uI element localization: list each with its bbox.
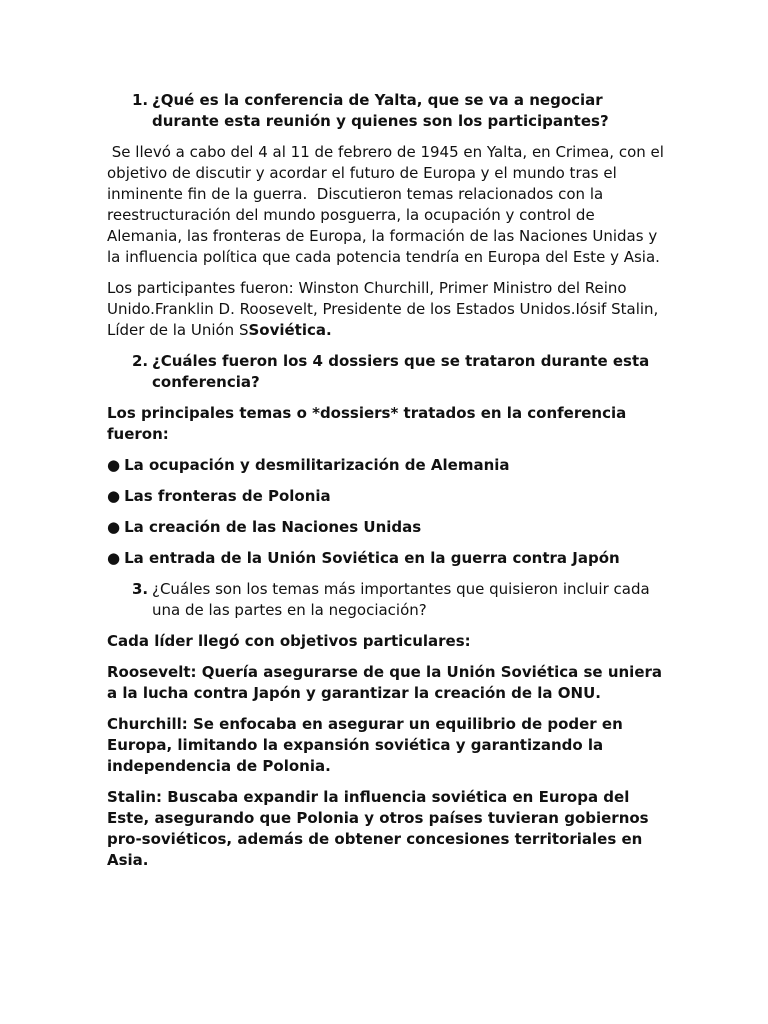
question-text: ¿Cuáles fueron los 4 dossiers que se trataron durante esta conferencia? [152,352,650,391]
bullet-text: La ocupación y desmilitarización de Alemania [124,456,510,474]
question-text: ¿Qué es la conferencia de Yalta, que se va a negociar durante esta reunión y quienes son los participantes? [152,91,609,130]
document-content [107,90,667,881]
question-number: 3. [132,580,149,598]
bullet-item [107,455,667,476]
bullet-icon: ● [107,487,121,505]
bullet-icon: ● [107,518,121,536]
question-2 [107,351,667,393]
bullet-text: Las fronteras de Polonia [124,487,331,505]
stalin-paragraph: Stalin: Buscaba expandir la influencia soviética en Europa del Este, asegurando que Polonia y otros países tuvieran gobiernos pro-soviéticos, además de obtener concesiones territoriales en Asia. [107,788,649,869]
bullet-icon: ● [107,456,121,474]
bullet-icon: ● [107,549,121,567]
participants-bold-text: Soviética. [248,321,332,339]
bullet-item [107,486,667,507]
question-number: 2. [132,352,149,370]
bullet-text: La creación de las Naciones Unidas [124,518,422,536]
roosevelt-paragraph: Roosevelt: Quería asegurarse de que la Unión Soviética se uniera a la lucha contra Japón y garantizar la creación de la ONU. [107,663,663,702]
objectives-intro: Cada líder llegó con objetivos particulares: [107,632,471,650]
churchill-paragraph: Churchill: Se enfocaba en asegurar un equilibrio de poder en Europa, limitando la expansión soviética y garantizando la independencia de Polonia. [107,715,623,775]
bullet-text: La entrada de la Unión Soviética en la guerra contra Japón [124,549,620,567]
bullet-item [107,548,667,569]
bullet-item [107,517,667,538]
question-1 [107,90,667,132]
answer-1-paragraph: Se llevó a cabo del 4 al 11 de febrero de 1945 en Yalta, en Crimea, con el objetivo de discutir y acordar el futuro de Europa y el mundo tras el inminente fin de la guerra. Discutieron temas relacionados con la reestructuración del mundo posguerra, la ocupación y control de Alemania, las fronteras de Europa, la formación de las Naciones Unidas y la influencia política que cada potencia tendría en Europa del Este y Asia. [107,143,669,266]
dossiers-intro: Los principales temas o *dossiers* tratados en la conferencia fueron: [107,404,627,443]
question-number: 1. [132,91,149,109]
question-text: ¿Cuáles son los temas más importantes que quisieron incluir cada una de las partes en la negociación? [152,580,650,619]
question-3 [107,579,667,621]
participants-text: Los participantes fueron: Winston Churchill, Primer Ministro del Reino Unido.Franklin D. Roosevelt, Presidente de los Estados Unidos.Iósif Stalin, Líder de la Unión S [107,279,659,339]
participants-paragraph [107,278,667,341]
